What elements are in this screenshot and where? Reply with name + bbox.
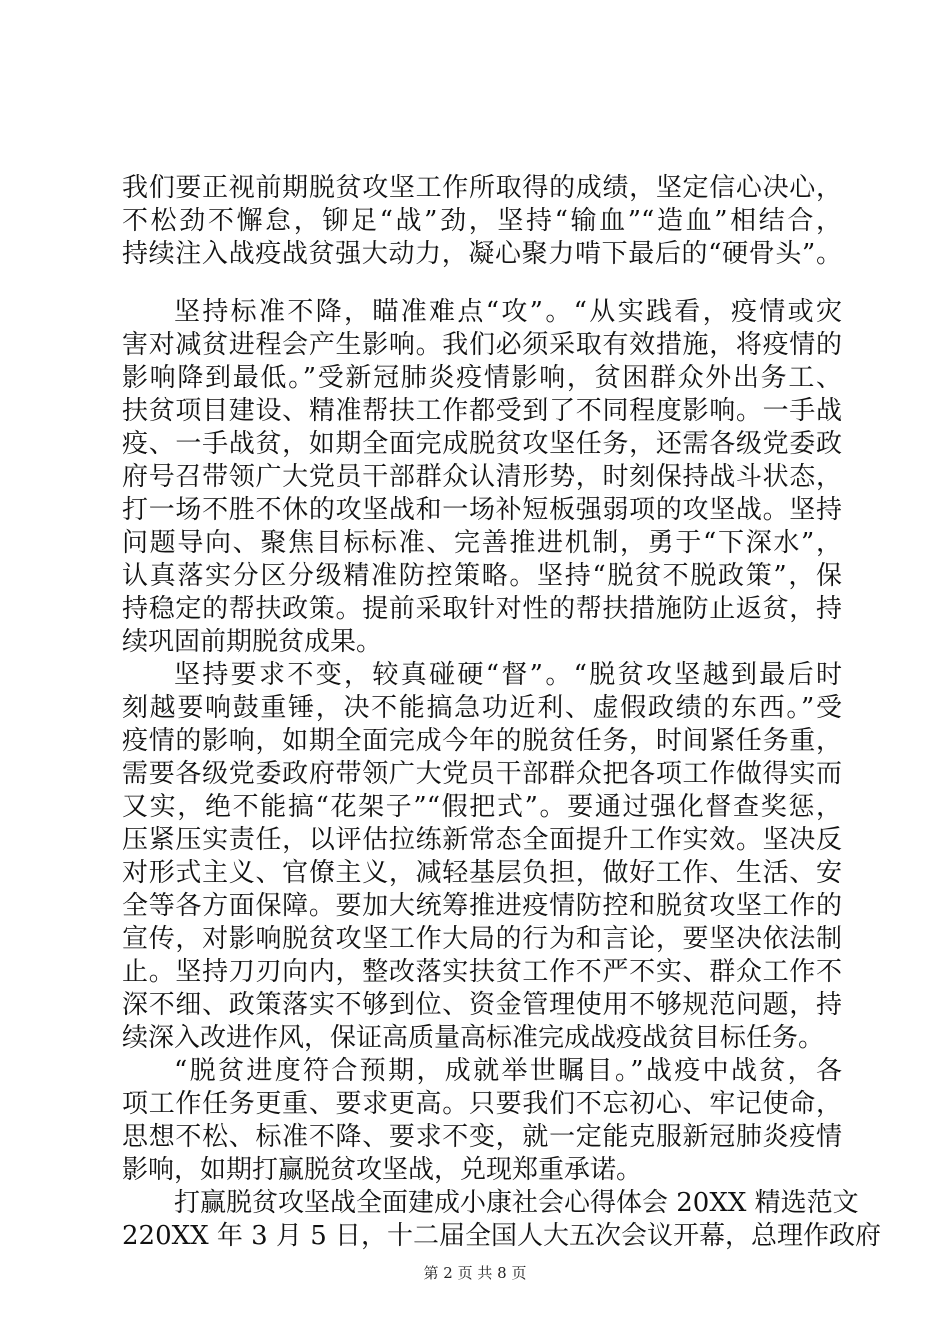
paragraph-2-line-8: 全等各方面保障。要加大统筹推进疫情防控和脱贫攻坚工作的 xyxy=(122,891,842,921)
paragraph-1-line-10: 持稳定的帮扶政策。提前采取针对性的帮扶措施防止返贫，持 xyxy=(122,594,842,624)
text-line-2: 不松劲不懈怠，铆足“战”劲，坚持“输血”“造血”相结合， xyxy=(122,206,842,236)
next-article-title-line: 打赢脱贫攻坚战全面建成小康社会心得体会 20XX 精选范文 xyxy=(174,1188,859,1218)
paragraph-1-line-6: 府号召带领广大党员干部群众认清形势，时刻保持战斗状态， xyxy=(122,462,842,492)
paragraph-2-line-10: 止。坚持刀刃向内，整改落实扶贫工作不严不实、群众工作不 xyxy=(122,957,842,987)
next-article-line-1: 220XX 年 3 月 5 日，十二届全国人大五次会议开幕，总理作政府 xyxy=(122,1221,882,1251)
page-footer: 第 2 页 共 8 页 xyxy=(423,1264,527,1282)
text-line-1: 我们要正视前期脱贫攻坚工作所取得的成绩，坚定信心决心， xyxy=(122,173,842,203)
paragraph-1-line-4: 扶贫项目建设、精准帮扶工作都受到了不同程度影响。一手战 xyxy=(122,396,842,426)
paragraph-3-line-2: 项工作任务更重、要求更高。只要我们不忘初心、牢记使命， xyxy=(122,1089,842,1119)
paragraph-3-line-1: “脱贫进度符合预期，成就举世瞩目。”战疫中战贫，各 xyxy=(174,1056,842,1086)
text-line-3: 持续注入战疫战贫强大动力，凝心聚力啃下最后的“硬骨头”。 xyxy=(122,239,842,269)
paragraph-1-line-2: 害对减贫进程会产生影响。我们必须采取有效措施，将疫情的 xyxy=(122,330,842,360)
paragraph-1-line-9: 认真落实分区分级精准防控策略。坚持“脱贫不脱政策”，保 xyxy=(122,561,842,591)
paragraph-2-line-9: 宣传，对影响脱贫攻坚工作大局的行为和言论，要坚决依法制 xyxy=(122,924,842,954)
paragraph-1-line-1: 坚持标准不降，瞄准难点“攻”。“从实践看，疫情或灾 xyxy=(174,297,842,327)
paragraph-1-line-5: 疫、一手战贫，如期全面完成脱贫攻坚任务，还需各级党委政 xyxy=(122,429,842,459)
paragraph-3-line-4: 影响，如期打赢脱贫攻坚战，兑现郑重承诺。 xyxy=(122,1155,643,1185)
paragraph-1-line-11: 续巩固前期脱贫成果。 xyxy=(122,627,383,657)
paragraph-2-line-2: 刻越要响鼓重锤，决不能搞急功近利、虚假政绩的东西。”受 xyxy=(122,693,842,723)
paragraph-2-line-4: 需要各级党委政府带领广大党员干部群众把各项工作做得实而 xyxy=(122,759,842,789)
paragraph-3-line-3: 思想不松、标准不降、要求不变，就一定能克服新冠肺炎疫情 xyxy=(122,1122,842,1152)
paragraph-2-line-12: 续深入改进作风，保证高质量高标准完成战疫战贫目标任务。 xyxy=(122,1023,825,1053)
paragraph-2-line-1: 坚持要求不变，较真碰硬“督”。“脱贫攻坚越到最后时 xyxy=(174,660,842,690)
paragraph-1-line-3: 影响降到最低。”受新冠肺炎疫情影响，贫困群众外出务工、 xyxy=(122,363,842,393)
paragraph-2-line-5: 又实，绝不能搞“花架子”“假把式”。要通过强化督查奖惩， xyxy=(122,792,842,822)
paragraph-2-line-6: 压紧压实责任，以评估拉练新常态全面提升工作实效。坚决反 xyxy=(122,825,842,855)
paragraph-2-line-7: 对形式主义、官僚主义，减轻基层负担，做好工作、生活、安 xyxy=(122,858,842,888)
paragraph-1-line-7: 打一场不胜不休的攻坚战和一场补短板强弱项的攻坚战。坚持 xyxy=(122,495,842,525)
paragraph-1-line-8: 问题导向、聚焦目标标准、完善推进机制，勇于“下深水”， xyxy=(122,528,842,558)
paragraph-2-line-3: 疫情的影响，如期全面完成今年的脱贫任务，时间紧任务重， xyxy=(122,726,842,756)
paragraph-2-line-11: 深不细、政策落实不够到位、资金管理使用不够规范问题，持 xyxy=(122,990,842,1020)
